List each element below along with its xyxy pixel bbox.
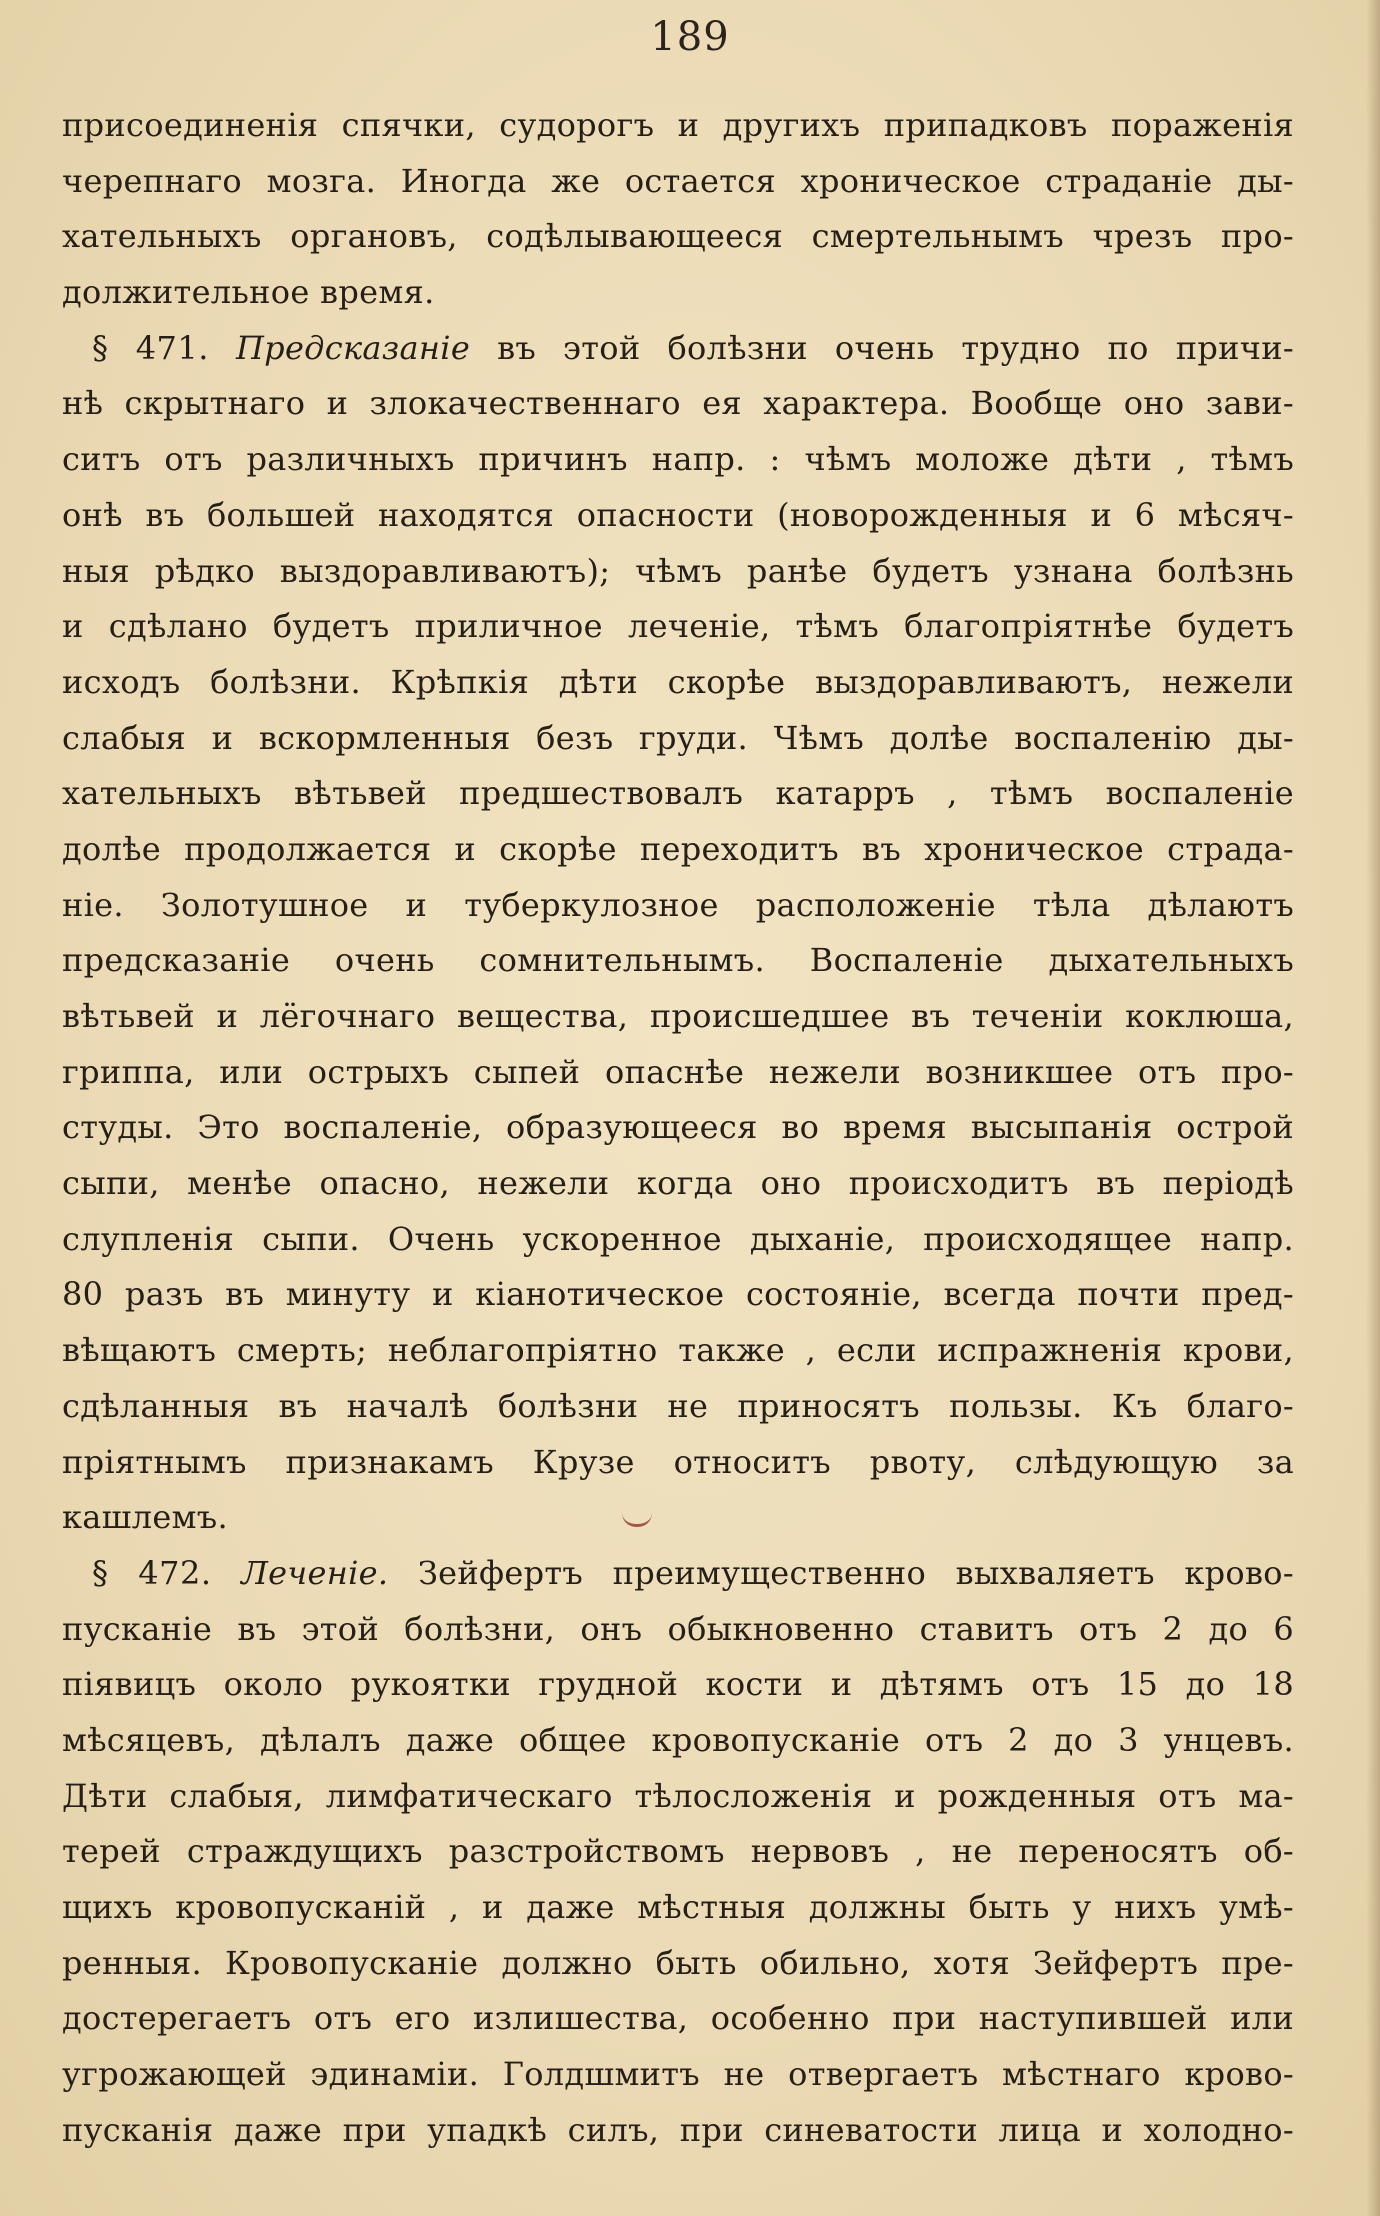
text-line: предсказаніе очень сомнительнымъ. Воспаленіе дыхательныхъ	[62, 941, 1294, 980]
section-number: § 471.	[92, 328, 209, 367]
text-line: присоединенія спячки, судорогъ и другихъ припадковъ пораженія	[62, 106, 1294, 144]
text-line: ренныя. Кровопусканіе должно быть обильно, хотя Зейфертъ пре-	[62, 1943, 1294, 1982]
page-edge-shadow	[1366, 0, 1380, 2216]
text-line: угрожающей эдинаміи. Голдшмитъ не отвергаетъ мѣстнаго крово-	[62, 2055, 1294, 2094]
text-line: студы. Это воспаленіе, образующееся во время высыпанія острой	[62, 1108, 1294, 1147]
text-line: долѣе продолжается и скорѣе переходитъ въ хроническое страда-	[62, 829, 1294, 868]
text-line: гриппа, или острыхъ сыпей опаснѣе нежели возникшее отъ про-	[62, 1052, 1294, 1091]
section-number: § 472.	[92, 1553, 212, 1592]
text-line: сдѣланныя въ началѣ болѣзни не приносятъ пользы. Къ благо-	[62, 1386, 1294, 1425]
text-line: пусканіе въ этой болѣзни, онъ обыкновенно ставитъ отъ 2 до 6	[62, 1609, 1294, 1648]
text-line: онѣ въ большей находятся опасности (новорожденныя и 6 мѣсяч-	[62, 495, 1294, 534]
section-lead-text: въ этой болѣзни очень трудно по причи-	[497, 328, 1294, 367]
text-line: нѣ скрытнаго и злокачественнаго ея характера. Вообще оно зави-	[62, 384, 1294, 423]
text-line: Дѣти слабыя, лимфатическаго тѣлосложенія и рожденныя отъ ма-	[62, 1776, 1294, 1815]
text-line: ніе. Золотушное и туберкулозное расположеніе тѣла дѣлаютъ	[62, 885, 1294, 924]
section-lead-text: Зейфертъ преимущественно выхваляетъ крово-	[417, 1553, 1294, 1592]
text-line: вѣщаютъ смерть; неблагопріятно также , если испражненія крови,	[62, 1331, 1294, 1370]
text-line: сыпи, менѣе опасно, нежели когда оно происходитъ въ періодѣ	[62, 1164, 1294, 1203]
text-line: черепнаго мозга. Иногда же остается хроническое страданіе ды-	[62, 161, 1294, 200]
text-line: достерегаетъ отъ его излишества, особенно при наступившей или	[62, 1999, 1294, 2038]
text-line: пріятнымъ признакамъ Крузе относитъ рвоту, слѣдующую за	[62, 1442, 1294, 1481]
text-line: хательныхъ вѣтьвей предшествовалъ катарръ , тѣмъ воспаленіе	[62, 774, 1294, 813]
text-line: кашлемъ.	[62, 1498, 228, 1537]
text-line: слабыя и вскормленныя безъ груди. Чѣмъ долѣе воспаленію ды-	[62, 718, 1294, 757]
text-line: слупленія сыпи. Очень ускоренное дыханіе, происходящее напр.	[62, 1219, 1294, 1258]
page-number: 189	[650, 14, 730, 60]
section-title: Леченіе.	[241, 1553, 389, 1592]
section-472-heading-line	[62, 1546, 1294, 1602]
text-line: пусканія даже при упадкѣ силъ, при синеватости лица и холодно-	[62, 2110, 1294, 2149]
section-title: Предсказаніе	[235, 328, 471, 367]
text-line: 80 разъ въ минуту и кіанотическое состояніе, всегда почти пред-	[62, 1275, 1294, 1314]
text-line: піявицъ около рукоятки грудной кости и дѣтямъ отъ 15 до 18	[62, 1665, 1294, 1704]
text-line: должительное время.	[62, 273, 435, 312]
text-line: хательныхъ органовъ, содѣлывающееся смертельнымъ чрезъ про-	[62, 217, 1294, 256]
text-line: ситъ отъ различныхъ причинъ напр. : чѣмъ моложе дѣти , тѣмъ	[62, 440, 1294, 479]
body-text	[62, 98, 1294, 2158]
text-line: терей страждущихъ разстройствомъ нервовъ , не переносятъ об-	[62, 1832, 1294, 1871]
text-line: щихъ кровопусканій , и даже мѣстныя должны быть у нихъ умѣ-	[62, 1888, 1294, 1926]
text-line: исходъ болѣзни. Крѣпкія дѣти скорѣе выздоравливаютъ, нежели	[62, 662, 1294, 701]
text-line: и сдѣлано будетъ приличное леченіе, тѣмъ благопріятнѣе будетъ	[62, 607, 1294, 646]
text-line: мѣсяцевъ, дѣлалъ даже общее кровопусканіе отъ 2 до 3 унцевъ.	[62, 1720, 1294, 1759]
text-line: вѣтьвей и лёгочнаго вещества, происшедшее въ теченіи коклюша,	[62, 997, 1294, 1035]
section-471-heading-line	[62, 321, 1294, 377]
text-line: ныя рѣдко выздоравливаютъ); чѣмъ ранѣе будетъ узнана болѣзнь	[62, 551, 1294, 590]
